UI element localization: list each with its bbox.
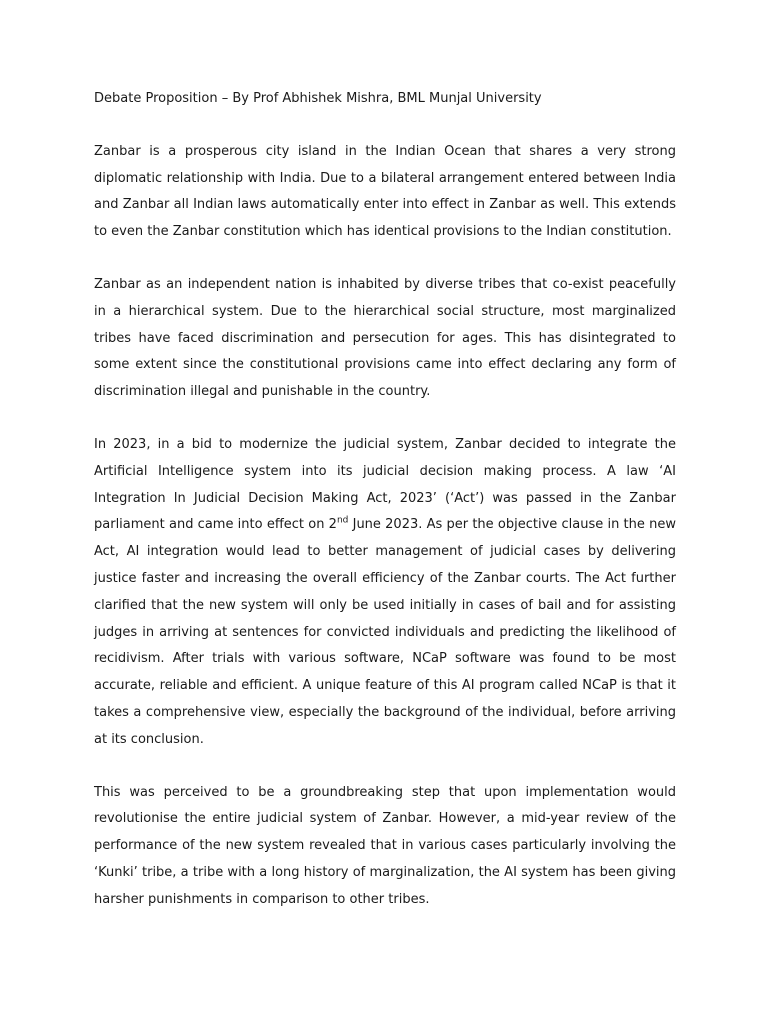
- paragraph-review: This was perceived to be a groundbreaking step that upon implementation would revolutionise the entire judicial system of Zanbar. However, a mid-year review of the performance of the new system revealed that in various cases particularly involving the ‘Kunki’ tribe, a tribe with a long history of marginalization, the AI system has been giving harsher punishments in comparison to other tribes.: [94, 784, 676, 907]
- paragraph-ai-act-part2: June 2023. As per the objective clause in the new Act, AI integration would lead to better management of judicial cases by delivering justice faster and increasing the overall efficiency of the Zanbar courts. The Act further clarified that the new system will only be used initially in cases of bail and for assisting judges in arriving at sentences for convicted individuals and predicting the likelihood of recidivism. After trials with various software, NCaP software was found to be most accurate, reliable and efficient. A unique feature of this AI program called NCaP is that it takes a comprehensive view, especially the background of the individual, before arriving at its conclusion.: [94, 517, 676, 747]
- paragraph-zanbar-intro: Zanbar is a prosperous city island in the Indian Ocean that shares a very strong diplomatic relationship with India. Due to a bilateral arrangement entered between India and Zanbar all Indian laws automatically enter into effect in Zanbar as well. This extends to even the Zanbar constitution which has identical provisions to the Indian constitution.: [94, 143, 676, 240]
- paragraph-ai-act: [94, 432, 676, 754]
- ordinal-suffix: nd: [336, 516, 349, 527]
- document-page: [94, 86, 676, 940]
- document-title: Debate Proposition – By Prof Abhishek Mishra, BML Munjal University: [94, 91, 542, 106]
- paragraph-tribes: Zanbar as an independent nation is inhabited by diverse tribes that co-exist peacefully in a hierarchical system. Due to the hierarchical social structure, most marginalized tribes have faced discrimination and persecution for ages. This has disintegrated to some extent since the constitutional provisions came into effect declaring any form of discrimination illegal and punishable in the country.: [94, 276, 676, 400]
- paragraph-ai-act-part1: In 2023, in a bid to modernize the judicial system, Zanbar decided to integrate the Artificial Intelligence system into its judicial decision making process. A law ‘AI Integration In Judicial Decision Making Act, 2023’ (‘Act’) was passed in the Zanbar parliament and came into effect on 2: [94, 436, 676, 533]
